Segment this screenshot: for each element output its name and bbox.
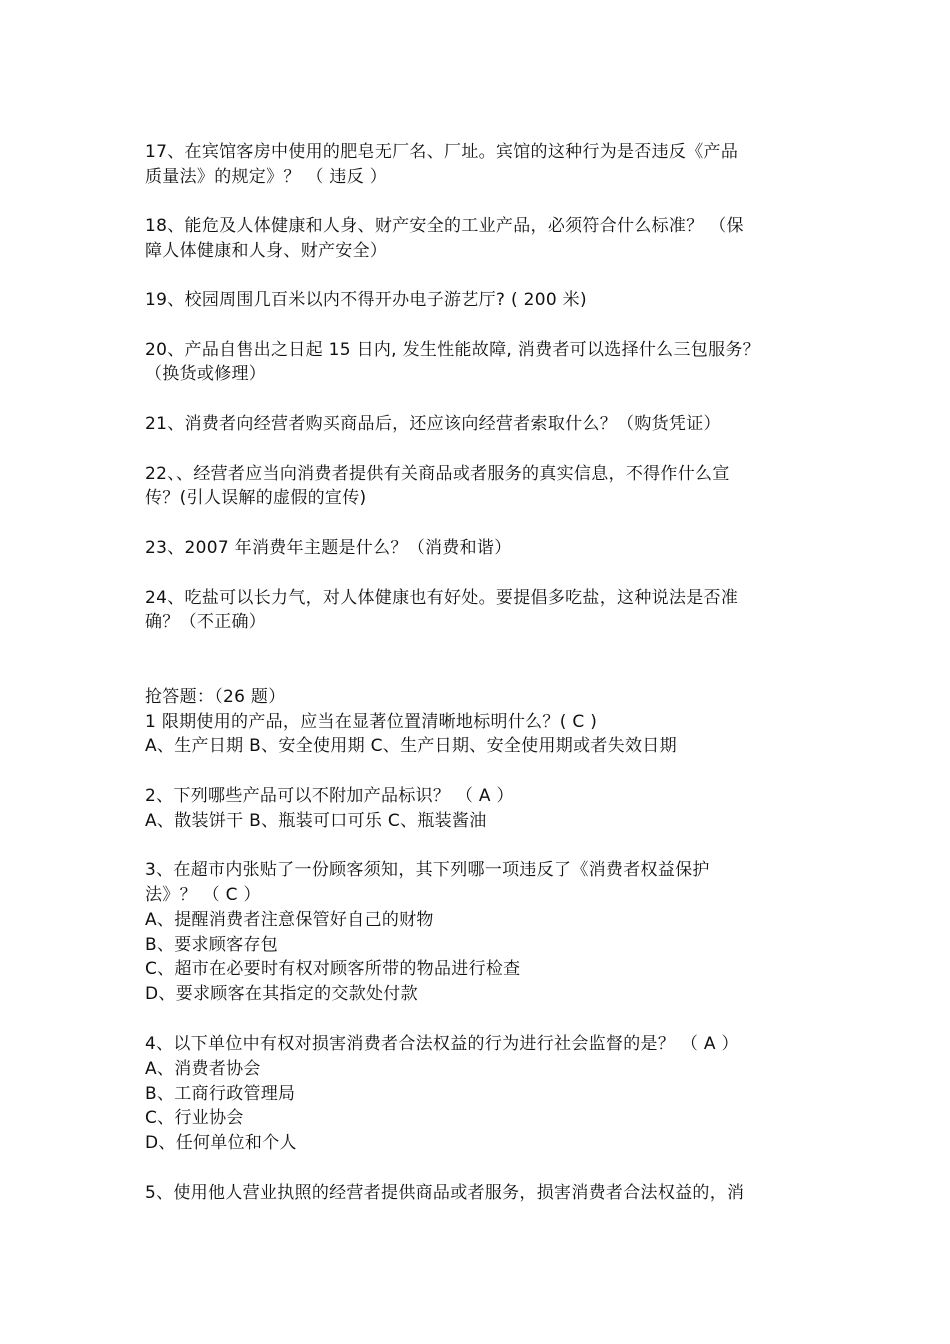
rush-question-1: 1 限期使用的产品，应当在显著位置清晰地标明什么？( C ) [145,712,598,732]
question-17-line-1: 17、在宾馆客房中使用的肥皂无厂名、厂址。宾馆的这种行为是否违反《产品 [145,142,739,162]
question-21-line-1: 21、消费者向经营者购买商品后，还应该向经营者索取什么？（购货凭证） [145,414,721,434]
rush-question-3-option-d: D、要求顾客在其指定的交款处付款 [145,984,418,1004]
question-18-line-1: 18、能危及人体健康和人身、财产安全的工业产品，必须符合什么标准？ （保 [145,216,744,236]
rush-question-4: 4、以下单位中有权对损害消费者合法权益的行为进行社会监督的是？ （ A ） [145,1034,739,1054]
question-22-line-2: 传？(引人误解的虚假的宣传) [145,488,367,508]
rush-question-3-option-a: A、提醒消费者注意保管好自己的财物 [145,910,434,930]
rush-question-4-option-c: C、行业协会 [145,1108,244,1128]
question-24-line-2: 确？（不正确） [145,612,267,632]
rush-question-4-option-d: D、任何单位和个人 [145,1133,297,1153]
question-20-line-1: 20、产品自售出之日起 15 日内, 发生性能故障, 消费者可以选择什么三包服务？ [145,340,760,360]
rush-question-2-options: A、散装饼干 B、瓶装可口可乐 C、瓶装酱油 [145,811,487,831]
rush-question-1-options: A、生产日期 B、安全使用期 C、生产日期、安全使用期或者失效日期 [145,736,677,756]
rush-question-3-option-b: B、要求顾客存包 [145,935,279,955]
question-24-line-1: 24、吃盐可以长力气，对人体健康也有好处。要提倡多吃盐，这种说法是否准 [145,588,739,608]
question-23-line-1: 23、2007 年消费年主题是什么？（消费和谐） [145,538,512,558]
rush-question-4-option-b: B、工商行政管理局 [145,1084,296,1104]
rush-question-5-line-1: 5、使用他人营业执照的经营者提供商品或者服务，损害消费者合法权益的，消 [145,1183,745,1203]
section-title: 抢答题：（26 题） [145,687,286,707]
rush-question-4-option-a: A、消费者协会 [145,1059,261,1079]
rush-question-3-option-c: C、超市在必要时有权对顾客所带的物品进行检查 [145,959,521,979]
question-22-line-1: 22、、经营者应当向消费者提供有关商品或者服务的真实信息，不得作什么宣 [145,464,730,484]
rush-question-3-line-2: 法》？ （ C ） [145,885,261,905]
question-17-line-2: 质量法》的规定》？ （ 违反 ） [145,167,388,187]
rush-question-3-line-1: 3、在超市内张贴了一份顾客须知，其下列哪一项违反了《消费者权益保护 [145,860,710,880]
question-20-line-2: （换货或修理） [145,364,267,384]
rush-question-2: 2、下列哪些产品可以不附加产品标识？ （ A ） [145,786,514,806]
question-18-line-2: 障人体健康和人身、财产安全） [145,241,388,261]
question-19-line-1: 19、校园周围几百米以内不得开办电子游艺厅? ( 200 米) [145,290,587,310]
